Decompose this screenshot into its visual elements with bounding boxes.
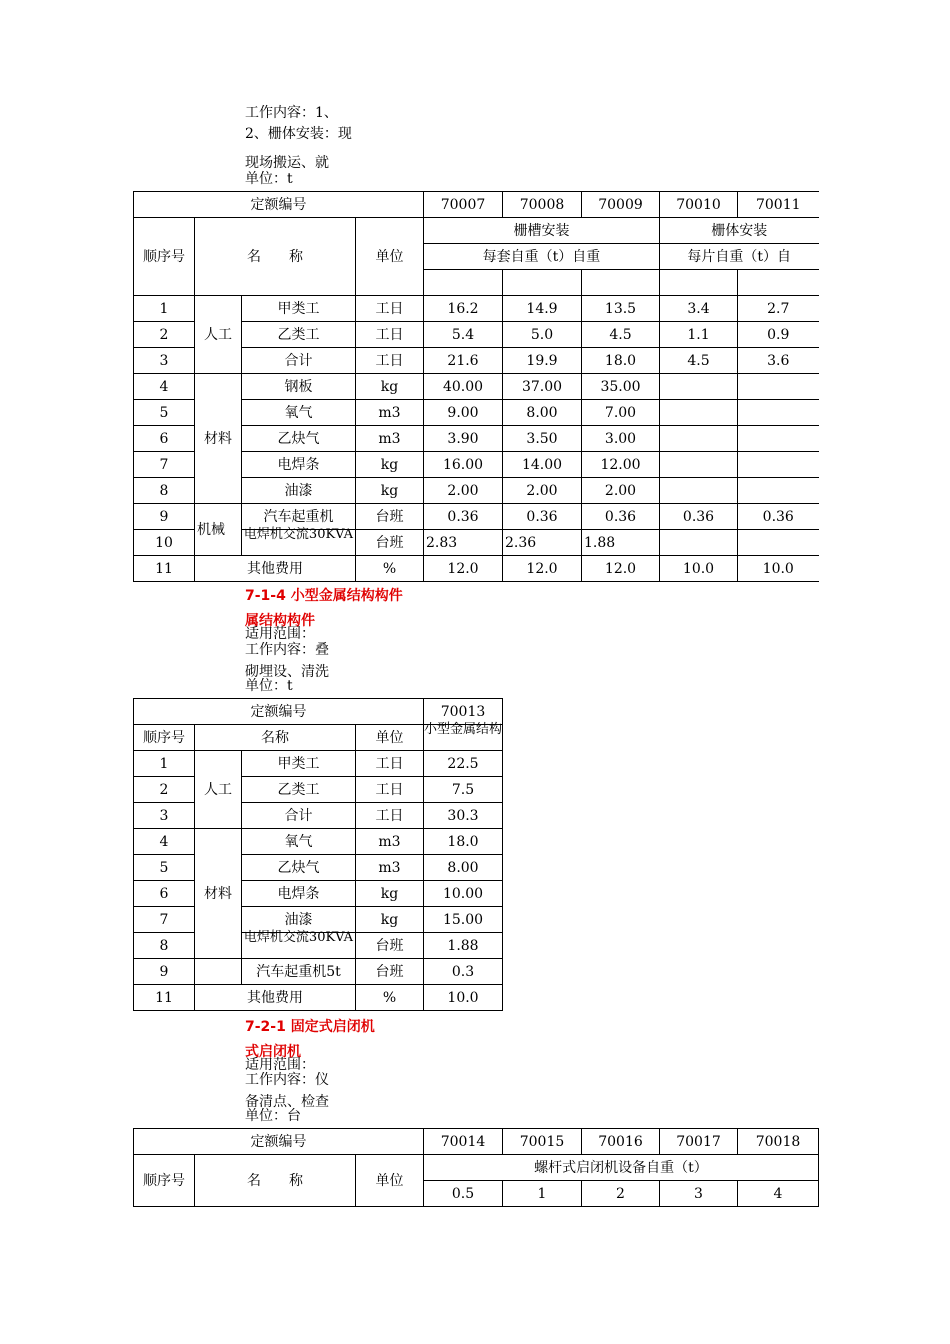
quota-table-1 — [133, 191, 819, 582]
section-title-3: 7-2-1 固定式启闭机 — [245, 1019, 375, 1035]
work-content-3-line2: 备清点、检查 — [245, 1094, 329, 1110]
weight-cell: 1 — [503, 1181, 582, 1207]
table-row: 10 电焊机交流30KVA 台班 2.83 2.36 1.88 — [134, 530, 819, 556]
code-cell: 70010 — [660, 192, 738, 218]
section-title-2: 7-1-4 小型金属结构构件 — [245, 588, 403, 604]
work-content-3: 工作内容：仪 — [245, 1072, 329, 1088]
code-cell: 70013 — [424, 699, 503, 725]
code-cell: 70007 — [424, 192, 503, 218]
table-row: 2 乙类工 工日 5.4 5.0 4.5 1.1 0.9 — [134, 322, 819, 348]
quota-label: 定额编号 — [134, 1129, 424, 1155]
unit-label-3: 单位：台 — [245, 1108, 301, 1124]
quota-label: 定额编号 — [134, 699, 424, 725]
work-content-1-line3: 现场搬运、就 — [245, 155, 329, 171]
table-row: 11 其他费用 % 10.0 — [134, 985, 503, 1011]
code-cell: 70017 — [660, 1129, 738, 1155]
table-row: 3 合计 工日 30.3 — [134, 803, 503, 829]
work-content-1: 工作内容：1、 — [245, 105, 338, 121]
group-sub-grate-slot: 每套自重（t）自重 — [424, 244, 660, 270]
col-unit-header: 单位 — [356, 725, 424, 751]
category-material: 材料 — [195, 374, 242, 504]
code-cell: 70016 — [582, 1129, 660, 1155]
unit-label-1: 单位：t — [245, 171, 293, 187]
section-title-2-line2: 属结构构件 — [245, 613, 315, 629]
col-unit-header: 单位 — [356, 218, 424, 296]
code-cell: 70014 — [424, 1129, 503, 1155]
code-cell: 70018 — [738, 1129, 819, 1155]
empty-cell — [424, 270, 503, 296]
col-seq-header: 顺序号 — [134, 725, 195, 751]
scope-label-2: 适用范围： — [245, 626, 315, 642]
col-item-header: 小型金属结构 — [424, 722, 503, 737]
category-labor: 人工 — [195, 296, 242, 374]
table-row: 7 电焊条 kg 16.00 14.00 12.00 — [134, 452, 819, 478]
category-labor: 人工 — [195, 751, 242, 829]
group-sub-grate-body: 每片自重（t）自 — [660, 244, 819, 270]
quota-label: 定额编号 — [134, 192, 424, 218]
section-title-3-line2: 式启闭机 — [245, 1044, 301, 1060]
table-row: 3 合计 工日 21.6 19.9 18.0 4.5 3.6 — [134, 348, 819, 374]
code-cell: 70011 — [738, 192, 819, 218]
code-cell: 70009 — [582, 192, 660, 218]
weight-cell: 4 — [738, 1181, 819, 1207]
quota-table-2 — [133, 698, 503, 1011]
group-header-grate-slot: 栅槽安装 — [424, 218, 660, 244]
table-row: 4 材料 氧气 m3 18.0 — [134, 829, 503, 855]
table-row: 11 其他费用 % 12.0 12.0 12.0 10.0 10.0 — [134, 556, 819, 582]
table-row: 9 汽车起重机5t 台班 0.3 — [134, 959, 503, 985]
col-name-header: 名 称 — [195, 1155, 356, 1207]
work-content-2: 工作内容：叠 — [245, 642, 329, 658]
category-material: 材料 — [195, 829, 242, 959]
table-row: 9 机械 汽车起重机 台班 0.36 0.36 0.36 0.36 0.36 — [134, 504, 819, 530]
table-row: 5 乙炔气 m3 8.00 — [134, 855, 503, 881]
quota-table-3 — [133, 1128, 819, 1207]
weight-cell: 3 — [660, 1181, 738, 1207]
table-row: 5 氧气 m3 9.00 8.00 7.00 — [134, 400, 819, 426]
table-row: 8 油漆 kg 2.00 2.00 2.00 — [134, 478, 819, 504]
table-row: 7 油漆 kg 15.00 — [134, 907, 503, 933]
weight-cell: 0.5 — [424, 1181, 503, 1207]
col-seq-header: 顺序号 — [134, 218, 195, 296]
table-row: 6 乙炔气 m3 3.90 3.50 3.00 — [134, 426, 819, 452]
group-header-hoist: 螺杆式启闭机设备自重（t） — [424, 1155, 819, 1181]
table-row: 6 电焊条 kg 10.00 — [134, 881, 503, 907]
unit-label-2: 单位：t — [245, 678, 293, 694]
code-cell: 70015 — [503, 1129, 582, 1155]
col-seq-header: 顺序号 — [134, 1155, 195, 1207]
table-row: 4 材料 钢板 kg 40.00 37.00 35.00 — [134, 374, 819, 400]
table-row: 2 乙类工 工日 7.5 — [134, 777, 503, 803]
empty-cell — [738, 270, 819, 296]
category-machine: 机械 — [195, 504, 242, 556]
work-content-2-line2: 砌埋设、清洗 — [245, 664, 329, 680]
code-cell: 70008 — [503, 192, 582, 218]
table-row: 1 人工 甲类工 工日 16.2 14.9 13.5 3.4 2.7 — [134, 296, 819, 322]
col-name-header: 名称 — [195, 725, 356, 751]
table-row: 1 人工 甲类工 工日 22.5 — [134, 751, 503, 777]
empty-cell — [503, 270, 582, 296]
empty-cell — [582, 270, 660, 296]
table-row: 8 电焊机交流30KVA 台班 1.88 — [134, 933, 503, 959]
group-header-grate-body: 栅体安装 — [660, 218, 819, 244]
scope-label-3: 适用范围： — [245, 1057, 315, 1073]
col-name-header: 名 称 — [195, 218, 356, 296]
work-content-1-line2: 2、栅体安装：现 — [245, 126, 352, 142]
empty-cell — [660, 270, 738, 296]
col-unit-header: 单位 — [356, 1155, 424, 1207]
weight-cell: 2 — [582, 1181, 660, 1207]
